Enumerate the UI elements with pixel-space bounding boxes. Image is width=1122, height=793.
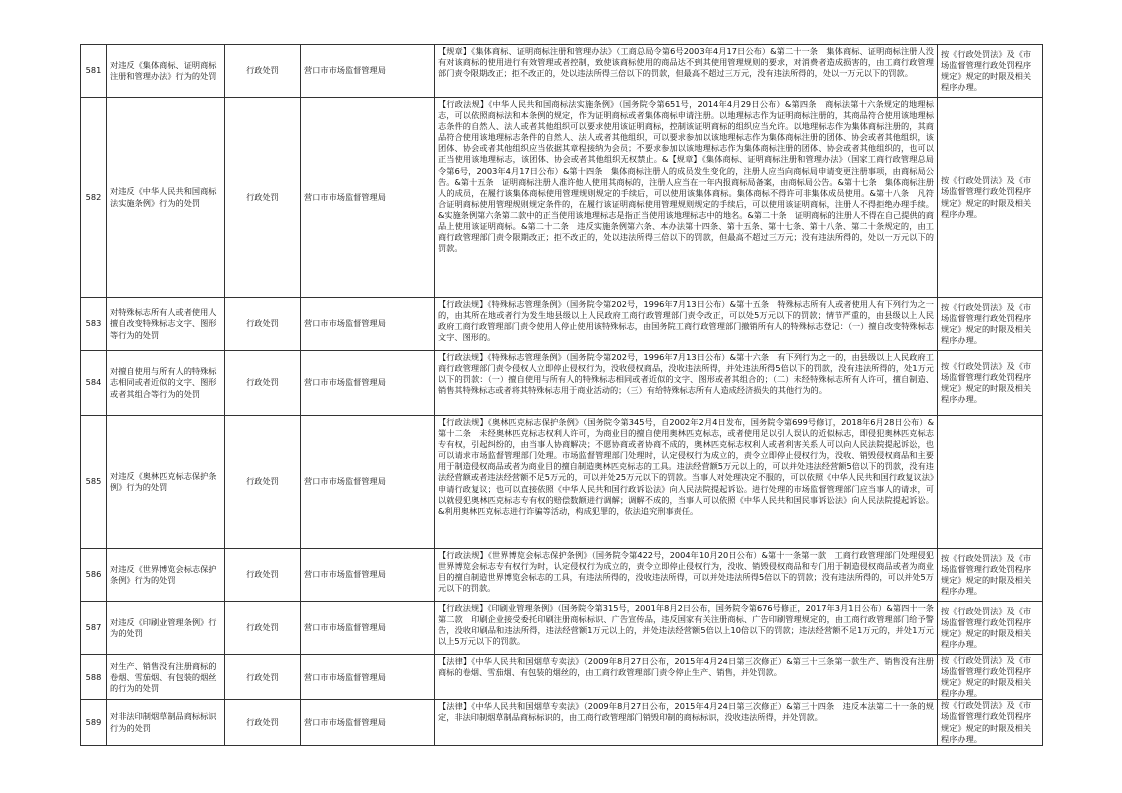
procedure: 按《行政处罚法》及《市场监督管理行政处罚程序规定》规定的时限及相关程序办理。: [938, 351, 1043, 416]
power-type: 行政处罚: [225, 416, 301, 549]
power-type: 行政处罚: [225, 549, 301, 602]
procedure: [938, 416, 1043, 549]
power-type: 行政处罚: [225, 700, 301, 745]
row-number: 586: [81, 549, 107, 602]
agency: 营口市市场监督管理局: [301, 351, 435, 416]
row-number: 588: [81, 655, 107, 700]
item-name: 对特殊标志所有人或者使用人擅自改变特殊标志文字、图形等行为的处罚: [107, 298, 225, 351]
legal-basis: 【行政法规】《特殊标志管理条例》（国务院令第202号，1996年7月13日公布）&第十五条 特殊标志所有人或者使用人有下列行为之一的，由其所在地或者行为发生地县级以上人民政府工商行政管理部门责令改正，可以处5万元以下的罚款；情节严重的，由县级以上人民政府工商行政管理部门责令使用人停止使用该特殊标志，由国务院工商行政管理部门撤销所有人的特殊标志登记：（一）擅自改变特殊标志文字、图形的。: [435, 298, 938, 351]
agency: 营口市市场监督管理局: [301, 45, 435, 98]
table-row: [81, 549, 1043, 602]
item-name: 对违反《印刷业管理条例》行为的处罚: [107, 602, 225, 655]
legal-basis: 【法律】《中华人民共和国烟草专卖法》（2009年8月27日公布，2015年4月24日第三次修正）&第三十三条第一款生产、销售没有注册商标的卷烟、雪茄烟、有包装的烟丝的，由工商行政管理部门责令停止生产、销售，并处罚款。: [435, 655, 938, 700]
agency: 营口市市场监督管理局: [301, 549, 435, 602]
row-number: 589: [81, 700, 107, 745]
legal-basis: 【行政法规】《印刷业管理条例》（国务院令第315号，2001年8月2日公布，国务院令第676号修正，2017年3月1日公布）&第四十一条第二款 印刷企业接受委托印刷注册商标标识、广告宣传品，违反国家有关注册商标、广告印刷管理规定的，由工商行政管理部门给予警告，没收印刷品和违法所得，违法经营额1万元以上的，并处违法经营额5倍以上10倍以下的罚款；违法经营额不足1万元的，并处1万元以上5万元以下的罚款。: [435, 602, 938, 655]
table-row: [81, 45, 1043, 98]
row-number: 584: [81, 351, 107, 416]
table-row: [81, 655, 1043, 700]
authority-table: [80, 44, 1043, 746]
row-number: 585: [81, 416, 107, 549]
agency: 营口市市场监督管理局: [301, 298, 435, 351]
agency: 营口市市场监督管理局: [301, 602, 435, 655]
table-row: [81, 351, 1043, 416]
table-row: [81, 700, 1043, 745]
procedure: 按《行政处罚法》及《市场监督管理行政处罚程序规定》规定的时限及相关程序办理。: [938, 700, 1043, 745]
legal-basis: 【行政法规】《特殊标志管理条例》（国务院令第202号，1996年7月13日公布）&第十六条 有下列行为之一的，由县级以上人民政府工商行政管理部门责令侵权人立即停止侵权行为，没收侵权商品，没收违法所得，并处违法所得5倍以下的罚款，没有违法所得的，处1万元以下的罚款：（一）擅自使用与所有人的特殊标志相同或者近似的文字、图形或者其组合的；（二）未经特殊标志所有人许可，擅自制造、销售其特殊标志或者将其特殊标志用于商业活动的；（三）有给特殊标志所有人造成经济损失的其他行为的。: [435, 351, 938, 416]
table-row: [81, 602, 1043, 655]
legal-basis: 【行政法规】《中华人民共和国商标法实施条例》（国务院令第651号，2014年4月29日公布）&第四条 商标法第十六条规定的地理标志，可以依照商标法和本条例的规定，作为证明商标或者集体商标申请注册。以地理标志作为证明商标注册的，其商品符合使用该地理标志条件的自然人、法人或者其他组织可以要求使用该证明商标，控制该证明商标的组织应当允许。以地理标志作为集体商标注册的，其商品符合使用该地理标志条件的自然人、法人或者其他组织，可以要求参加以该地理标志作为集体商标注册的团体、协会或者其他组织，该团体、协会或者其他组织应当依据其章程接纳为会员；不要求参加以该地理标志作为集体商标注册的团体、协会或者其他组织的，也可以正当使用该地理标志，该团体、协会或者其他组织无权禁止。&【规章】《集体商标、证明商标注册和管理办法》（国家工商行政管理总局令第6号，2003年4月17日公布）&第十四条 集体商标注册人的成员发生变化的，注册人应当向商标局申请变更注册事项，由商标局公告。&第十五条 证明商标注册人准许他人使用其商标的，注册人应当在一年内报商标局备案，由商标局公告。&第十七条 集体商标注册人的成员，在履行该集体商标使用管理规则规定的手续后，可以使用该集体商标。集体商标不得许可非集体成员使用。&第十八条 凡符合证明商标使用管理规则规定条件的，在履行该证明商标使用管理规则规定的手续后，可以使用该证明商标，注册人不得拒绝办理手续。&实施条例第六条第二款中的正当使用该地理标志是指正当使用该地理标志中的地名。&第二十条 证明商标的注册人不得在自己提供的商品上使用该证明商标。&第二十二条 违反实施条例第六条、本办法第十四条、第十五条、第十七条、第十八条、第二十条规定的，由工商行政管理部门责令限期改正；拒不改正的，处以违法所得三倍以下的罚款，但最高不超过三万元；没有违法所得的，处以一万元以下的罚款。: [435, 98, 938, 298]
agency: 营口市市场监督管理局: [301, 98, 435, 298]
row-number: 587: [81, 602, 107, 655]
power-type: 行政处罚: [225, 45, 301, 98]
row-number: 581: [81, 45, 107, 98]
power-type: 行政处罚: [225, 98, 301, 298]
agency: 营口市市场监督管理局: [301, 700, 435, 745]
power-type: 行政处罚: [225, 351, 301, 416]
item-name: 对擅自使用与所有人的特殊标志相同或者近似的文字、图形或者其组合等行为的处罚: [107, 351, 225, 416]
item-name: 对违反《中华人民共和国商标法实施条例》行为的处罚: [107, 98, 225, 298]
item-name: 对违反《奥林匹克标志保护条例》行为的处罚: [107, 416, 225, 549]
legal-basis: 【行政法规】《世界博览会标志保护条例》（国务院令第422号，2004年10月20日公布）&第十一条第一款 工商行政管理部门处理侵犯世界博览会标志专有权行为时，认定侵权行为成立的，责令立即停止侵权行为，没收、销毁侵权商品和专门用于制造侵权商品或者为商业目的擅自制造世界博览会标志的工具，有违法所得的，没收违法所得，可以并处违法所得5倍以下的罚款；没有违法所得的，可以并处5万元以下的罚款。: [435, 549, 938, 602]
item-name: 对违反《集体商标、证明商标注册和管理办法》行为的处罚: [107, 45, 225, 98]
procedure: 按《行政处罚法》及《市场监督管理行政处罚程序规定》规定的时限及相关程序办理。: [938, 45, 1043, 98]
power-type: 行政处罚: [225, 602, 301, 655]
procedure: 按《行政处罚法》及《市场监督管理行政处罚程序规定》规定的时限及相关程序办理。: [938, 298, 1043, 351]
row-number: 582: [81, 98, 107, 298]
table-row: [81, 416, 1043, 549]
procedure: 按《行政处罚法》及《市场监督管理行政处罚程序规定》规定的时限及相关程序办理。: [938, 549, 1043, 602]
agency: 营口市市场监督管理局: [301, 655, 435, 700]
legal-basis: 【行政法规】《奥林匹克标志保护条例》（国务院令第345号，自2002年2月4日发布，国务院令第699号修订，2018年6月28日公布）&第十二条 未经奥林匹克标志权利人许可，为商业目的擅自使用奥林匹克标志，或者使用足以引人误认的近似标志，即侵犯奥林匹克标志专有权，引起纠纷的，由当事人协商解决；不愿协商或者协商不成的，奥林匹克标志权利人或者利害关系人可以向人民法院提起诉讼，也可以请求市场监督管理部门处理。市场监督管理部门处理时，认定侵权行为成立的，责令立即停止侵权行为，没收、销毁侵权商品和主要用于制造侵权商品或者为商业目的擅自制造奥林匹克标志的工具。违法经营额5万元以上的，可以并处违法经营额5倍以下的罚款，没有违法经营额或者违法经营额不足5万元的，可以并处25万元以下的罚款。当事人对处理决定不服的，可以依照《中华人民共和国行政复议法》申请行政复议；也可以直接依照《中华人民共和国行政诉讼法》向人民法院提起诉讼。进行处理的市场监督管理部门应当事人的请求，可以就侵犯奥林匹克标志专有权的赔偿数额进行调解；调解不成的，当事人可以依照《中华人民共和国民事诉讼法》向人民法院提起诉讼。&利用奥林匹克标志进行诈骗等活动，构成犯罪的，依法追究刑事责任。: [435, 416, 938, 549]
procedure: 按《行政处罚法》及《市场监督管理行政处罚程序规定》规定的时限及相关程序办理。: [938, 98, 1043, 298]
procedure: 按《行政处罚法》及《市场监督管理行政处罚程序规定》规定的时限及相关程序办理。: [938, 655, 1043, 700]
power-type: 行政处罚: [225, 298, 301, 351]
table-row: [81, 298, 1043, 351]
procedure: 按《行政处罚法》及《市场监督管理行政处罚程序规定》规定的时限及相关程序办理。: [938, 602, 1043, 655]
row-number: 583: [81, 298, 107, 351]
legal-basis: 【规章】《集体商标、证明商标注册和管理办法》（工商总局令第6号2003年4月17日公布）&第二十一条 集体商标、证明商标注册人没有对该商标的使用进行有效管理或者控制，致使该商标使用的商品达不到其使用管理规则的要求，对消费者造成损害的，由工商行政管理部门责令限期改正；拒不改正的，处以违法所得三倍以下的罚款，但最高不超过三万元，没有违法所得的，处以一万元以下的罚款。: [435, 45, 938, 98]
legal-basis: 【法律】《中华人民共和国烟草专卖法》（2009年8月27日公布，2015年4月24日第三次修正）&第三十四条 违反本法第二十一条的规定，非法印制烟草制品商标标识的，由工商行政管理部门销毁印制的商标标识，没收违法所得，并处罚款。: [435, 700, 938, 745]
item-name: 对生产、销售没有注册商标的卷烟、雪茄烟、有包装的烟丝的行为的处罚: [107, 655, 225, 700]
table-row: [81, 98, 1043, 298]
item-name: 对违反《世界博览会标志保护条例》行为的处罚: [107, 549, 225, 602]
agency: 营口市市场监督管理局: [301, 416, 435, 549]
power-type: 行政处罚: [225, 655, 301, 700]
item-name: 对非法印制烟草制品商标标识行为的处罚: [107, 700, 225, 745]
